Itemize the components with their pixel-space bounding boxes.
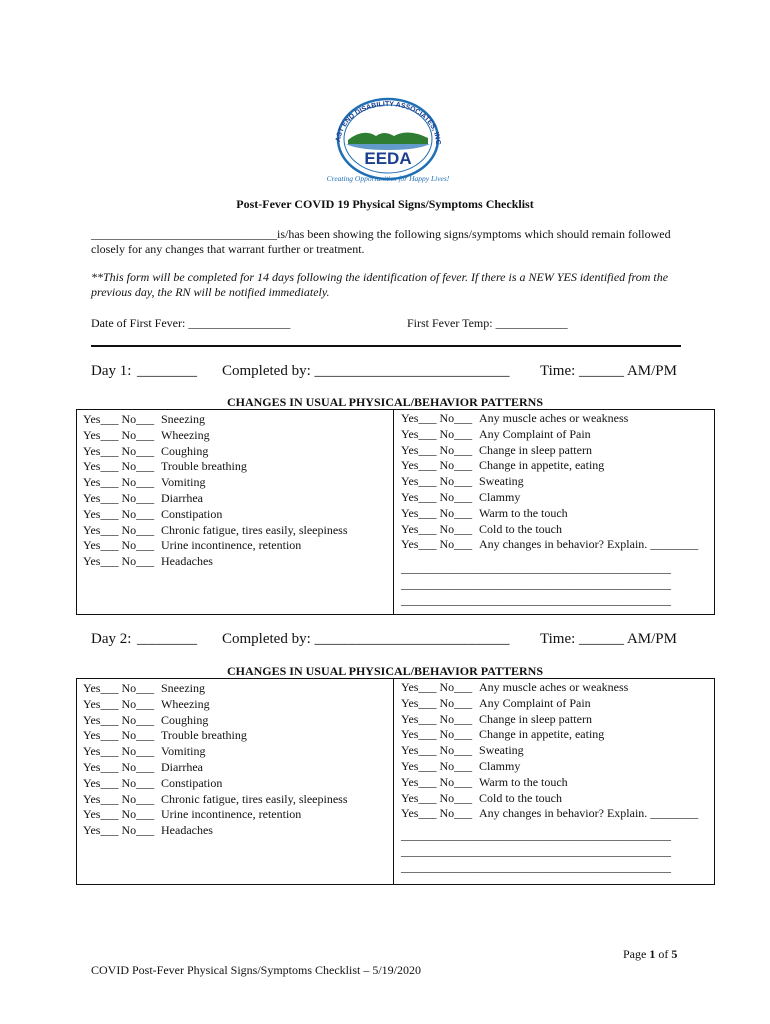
page-number <box>623 947 677 962</box>
symptom-label: Diarrhea <box>161 490 203 505</box>
checklist-item <box>401 680 698 696</box>
yes-no-field[interactable]: Yes___ No___ <box>83 538 155 553</box>
yes-no-field[interactable]: Yes___ No___ <box>401 680 473 694</box>
yes-no-field[interactable]: Yes___ No___ <box>401 758 473 773</box>
logo-wordmark: EEDA <box>364 149 412 168</box>
yes-no-field[interactable]: Yes___ No___ <box>83 522 155 537</box>
yes-no-field[interactable]: Yes___ No___ <box>83 506 155 521</box>
checklist-item <box>401 759 698 775</box>
first-fever-date-field[interactable]: Date of First Fever: _________________ <box>91 316 291 330</box>
checklist-item <box>83 554 348 570</box>
yes-no-field[interactable]: Yes___ No___ <box>401 743 473 758</box>
checklist-item <box>83 807 348 823</box>
checklist-item <box>83 792 348 808</box>
checklist-item <box>401 506 698 522</box>
symptom-label: Coughing <box>161 712 209 727</box>
yes-no-field[interactable]: Yes___ No___ <box>401 774 473 789</box>
symptom-label: Diarrhea <box>161 759 203 774</box>
yes-no-field[interactable]: Yes___ No___ <box>83 744 155 759</box>
explain-line[interactable]: _____________________________________________ <box>401 577 671 591</box>
yes-no-field[interactable]: Yes___ No___ <box>401 695 473 710</box>
symptom-label: Sweating <box>479 474 524 489</box>
checklist-item <box>83 412 348 428</box>
section-title: CHANGES IN USUAL PHYSICAL/BEHAVIOR PATTERNS <box>226 395 544 409</box>
section-title: CHANGES IN USUAL PHYSICAL/BEHAVIOR PATTERNS <box>226 664 544 678</box>
completed-by-field[interactable]: Completed by: __________________________ <box>222 631 510 647</box>
symptom-label: Any changes in behavior? Explain. ________ <box>479 537 699 552</box>
checklist-item <box>83 713 348 729</box>
left-checklist <box>83 412 348 570</box>
checklist-item <box>83 444 348 460</box>
symptom-label: Sneezing <box>161 412 205 426</box>
symptom-label: Vomiting <box>161 475 206 490</box>
symptom-label: Chronic fatigue, tires easily, sleepiness <box>161 522 348 537</box>
yes-no-field[interactable]: Yes___ No___ <box>401 727 473 742</box>
checklist-item <box>401 791 698 807</box>
yes-no-field[interactable]: Yes___ No___ <box>83 443 155 458</box>
form-title: Post-Fever COVID 19 Physical Signs/Symptoms Checklist <box>236 197 534 211</box>
yes-no-field[interactable]: Yes___ No___ <box>83 759 155 774</box>
day-blank-field[interactable]: ________ <box>137 363 197 379</box>
completed-by-field[interactable]: Completed by: __________________________ <box>222 363 510 379</box>
checklist-item <box>83 475 348 491</box>
day-label: Day 2: <box>91 631 132 647</box>
symptom-label: Cold to the touch <box>479 790 562 805</box>
left-checklist <box>83 681 348 839</box>
checklist-item <box>401 537 698 553</box>
checklist-item <box>401 806 698 822</box>
explain-lines <box>401 827 671 875</box>
eeda-logo <box>318 92 458 184</box>
explain-line[interactable]: _____________________________________________ <box>401 561 671 575</box>
yes-no-field[interactable]: Yes___ No___ <box>83 475 155 490</box>
page-of: of <box>655 947 672 961</box>
checklist-item <box>83 538 348 554</box>
checklist-item <box>83 428 348 444</box>
symptom-label: Sweating <box>479 743 524 758</box>
yes-no-field[interactable]: Yes___ No___ <box>83 712 155 727</box>
yes-no-field[interactable]: Yes___ No___ <box>401 489 473 504</box>
yes-no-field[interactable]: Yes___ No___ <box>401 711 473 726</box>
logo-arc-text: AST END DISABILITY ASSOCIATES, INC <box>335 100 442 145</box>
yes-no-field[interactable]: Yes___ No___ <box>401 442 473 457</box>
day-label: Day 1: <box>91 363 132 379</box>
yes-no-field[interactable]: Yes___ No___ <box>401 790 473 805</box>
checklist-item <box>401 727 698 743</box>
symptom-label: Constipation <box>161 775 223 790</box>
checklist-item <box>401 712 698 728</box>
checklist-item <box>401 474 698 490</box>
checklist-item <box>83 681 348 697</box>
instruction-note: **This form will be completed for 14 days following the identification of fever. If there is a NEW YES identified from the previous day, the RN will be notified immediately. <box>91 270 669 299</box>
intro-text: _______________________________is/has been showing the following signs/symptoms which should remain followed closely for any changes that warrant further or treatment. <box>91 227 671 256</box>
checklist-item <box>401 696 698 712</box>
right-checklist <box>401 680 698 822</box>
symptom-label: Change in appetite, eating <box>479 458 605 473</box>
symptom-label: Warm to the touch <box>479 505 568 520</box>
day-blank-field[interactable]: ________ <box>137 631 197 647</box>
yes-no-field[interactable]: Yes___ No___ <box>83 791 155 806</box>
symptom-label: Sneezing <box>161 681 205 695</box>
checklist-item <box>401 490 698 506</box>
symptom-label: Any Complaint of Pain <box>479 426 591 441</box>
yes-no-field[interactable]: Yes___ No___ <box>401 411 473 425</box>
checklist-item <box>401 522 698 538</box>
symptom-label: Any Complaint of Pain <box>479 695 591 710</box>
first-fever-row <box>91 316 681 331</box>
checklist-item <box>401 743 698 759</box>
yes-no-field[interactable]: Yes___ No___ <box>401 458 473 473</box>
yes-no-field[interactable]: Yes___ No___ <box>401 806 473 821</box>
yes-no-field[interactable]: Yes___ No___ <box>83 823 155 838</box>
yes-no-field[interactable]: Yes___ No___ <box>83 807 155 822</box>
explain-line[interactable]: _____________________________________________ <box>401 593 671 607</box>
symptom-label: Urine incontinence, retention <box>161 807 302 822</box>
yes-no-field[interactable]: Yes___ No___ <box>83 412 155 426</box>
checklist-item <box>401 458 698 474</box>
symptom-label: Change in appetite, eating <box>479 727 605 742</box>
column-divider <box>393 679 394 884</box>
day-1-checklist-box <box>76 409 715 615</box>
symptom-label: Headaches <box>161 554 213 569</box>
checklist-item <box>83 760 348 776</box>
day-1-header <box>91 363 691 383</box>
yes-no-field[interactable]: Yes___ No___ <box>83 427 155 442</box>
yes-no-field[interactable]: Yes___ No___ <box>83 728 155 743</box>
page-total: 5 <box>671 947 678 961</box>
section-rule <box>91 345 681 347</box>
symptom-label: Headaches <box>161 823 213 838</box>
symptom-label: Trouble breathing <box>161 728 247 743</box>
time-field[interactable]: Time: ______ AM/PM <box>540 631 677 647</box>
page-label: Page <box>623 947 650 961</box>
checklist-item <box>83 776 348 792</box>
symptom-label: Any muscle aches or weakness <box>479 680 629 694</box>
symptom-label: Any changes in behavior? Explain. ________ <box>479 806 699 821</box>
yes-no-field[interactable]: Yes___ No___ <box>83 459 155 474</box>
symptom-label: Cold to the touch <box>479 521 562 536</box>
yes-no-field[interactable]: Yes___ No___ <box>401 521 473 536</box>
symptom-label: Clammy <box>479 758 521 773</box>
footer-text: COVID Post-Fever Physical Signs/Symptoms Checklist – 5/19/2020 <box>91 963 422 977</box>
checklist-item <box>401 427 698 443</box>
checklist-item <box>83 523 348 539</box>
checklist-item <box>83 459 348 475</box>
yes-no-field[interactable]: Yes___ No___ <box>401 474 473 489</box>
yes-no-field[interactable]: Yes___ No___ <box>83 681 155 695</box>
day-2-checklist-box <box>76 678 715 885</box>
symptom-label: Clammy <box>479 489 521 504</box>
day-2-header <box>91 631 691 651</box>
symptom-label: Any muscle aches or weakness <box>479 411 629 425</box>
yes-no-field[interactable]: Yes___ No___ <box>83 490 155 505</box>
symptom-label: Warm to the touch <box>479 774 568 789</box>
symptom-label: Wheezing <box>161 696 210 711</box>
first-fever-temp-field[interactable]: First Fever Temp: ____________ <box>407 316 568 330</box>
yes-no-field[interactable]: Yes___ No___ <box>401 537 473 552</box>
symptom-label: Urine incontinence, retention <box>161 538 302 553</box>
explain-lines <box>401 560 671 608</box>
checklist-item <box>401 775 698 791</box>
symptom-label: Vomiting <box>161 744 206 759</box>
explain-line[interactable]: _____________________________________________ <box>401 844 671 858</box>
time-field[interactable]: Time: ______ AM/PM <box>540 363 677 379</box>
checklist-item <box>83 823 348 839</box>
symptom-label: Coughing <box>161 443 209 458</box>
symptom-label: Change in sleep pattern <box>479 442 592 457</box>
page-current: 1 <box>649 947 656 961</box>
yes-no-field[interactable]: Yes___ No___ <box>401 505 473 520</box>
checklist-item <box>401 411 698 427</box>
yes-no-field[interactable]: Yes___ No___ <box>83 775 155 790</box>
symptom-label: Trouble breathing <box>161 459 247 474</box>
symptom-label: Change in sleep pattern <box>479 711 592 726</box>
checklist-item <box>401 443 698 459</box>
symptom-label: Wheezing <box>161 427 210 442</box>
right-checklist <box>401 411 698 553</box>
yes-no-field[interactable]: Yes___ No___ <box>401 426 473 441</box>
symptom-label: Constipation <box>161 506 223 521</box>
column-divider <box>393 410 394 614</box>
yes-no-field[interactable]: Yes___ No___ <box>83 696 155 711</box>
yes-no-field[interactable]: Yes___ No___ <box>83 554 155 569</box>
checklist-item <box>83 744 348 760</box>
logo-tagline: Creating Opportunities for Happy Lives! <box>326 174 450 183</box>
checklist-item <box>83 507 348 523</box>
explain-line[interactable]: _____________________________________________ <box>401 860 671 874</box>
checklist-item <box>83 728 348 744</box>
explain-line[interactable]: _____________________________________________ <box>401 828 671 842</box>
checklist-item <box>83 697 348 713</box>
symptom-label: Chronic fatigue, tires easily, sleepiness <box>161 791 348 806</box>
checklist-item <box>83 491 348 507</box>
